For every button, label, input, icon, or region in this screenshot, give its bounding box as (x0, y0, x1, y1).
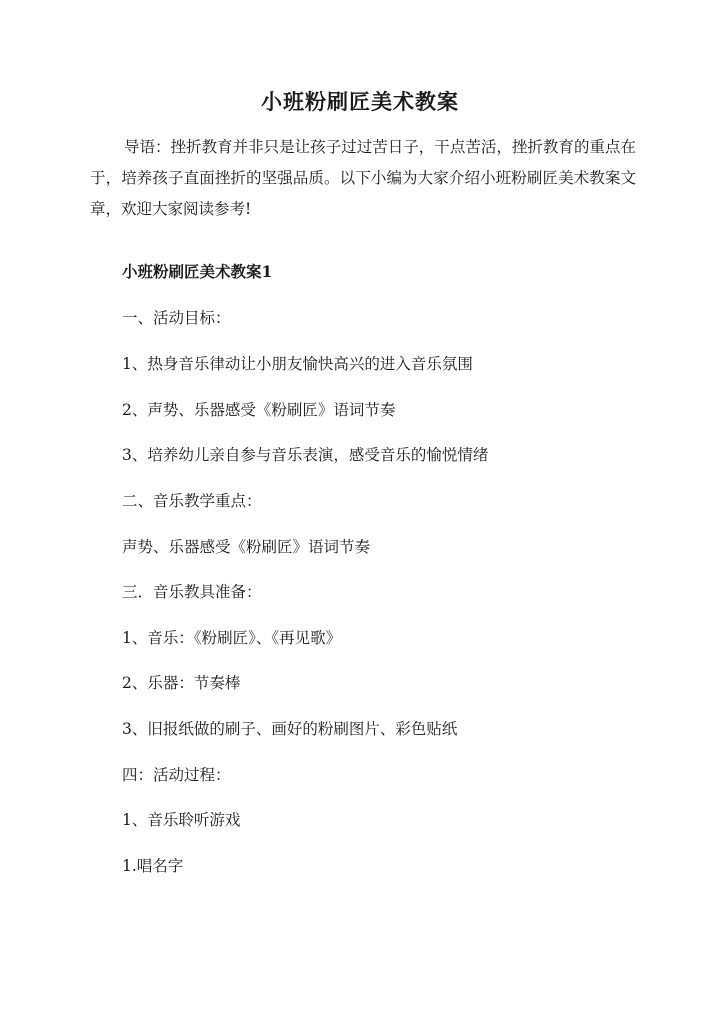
heading-teaching-aids: 三．音乐教具准备： (122, 583, 262, 601)
teaching-focus-text: 声势、乐器感受《粉刷匠》语词节奏 (122, 538, 371, 556)
intro-paragraph: 导语：挫折教育并非只是让孩子过过苦日子，干点苦活，挫折教育的重点在于，培养孩子直面挫折的坚强品质。以下小编为大家介绍小班粉刷匠美术教案文章，欢迎大家阅读参考! (90, 138, 636, 218)
process-item-1: 1、音乐聆听游戏 (122, 811, 241, 829)
document-title: 小班粉刷匠美术教案 (261, 89, 459, 114)
heading-activity-process: 四：活动过程： (122, 766, 231, 784)
heading-activity-goals: 一、活动目标： (122, 309, 231, 327)
process-subitem-1: 1.唱名字 (122, 857, 184, 875)
section-heading: 小班粉刷匠美术教案1 (122, 262, 273, 281)
goal-item-3: 3、培养幼儿亲自参与音乐表演，感受音乐的愉悦情绪 (122, 446, 489, 464)
aid-item-2: 2、乐器：节奏棒 (122, 674, 241, 692)
goal-item-1: 1、热身音乐律动让小朋友愉快高兴的进入音乐氛围 (122, 355, 473, 373)
goal-item-2: 2、声势、乐器感受《粉刷匠》语词节奏 (122, 401, 396, 419)
heading-teaching-focus: 二、音乐教学重点： (122, 492, 262, 510)
aid-item-3: 3、旧报纸做的刷子、画好的粉刷图片、彩色贴纸 (122, 720, 458, 738)
aid-item-1: 1、音乐：《粉刷匠》、《再见歌》 (122, 629, 342, 647)
